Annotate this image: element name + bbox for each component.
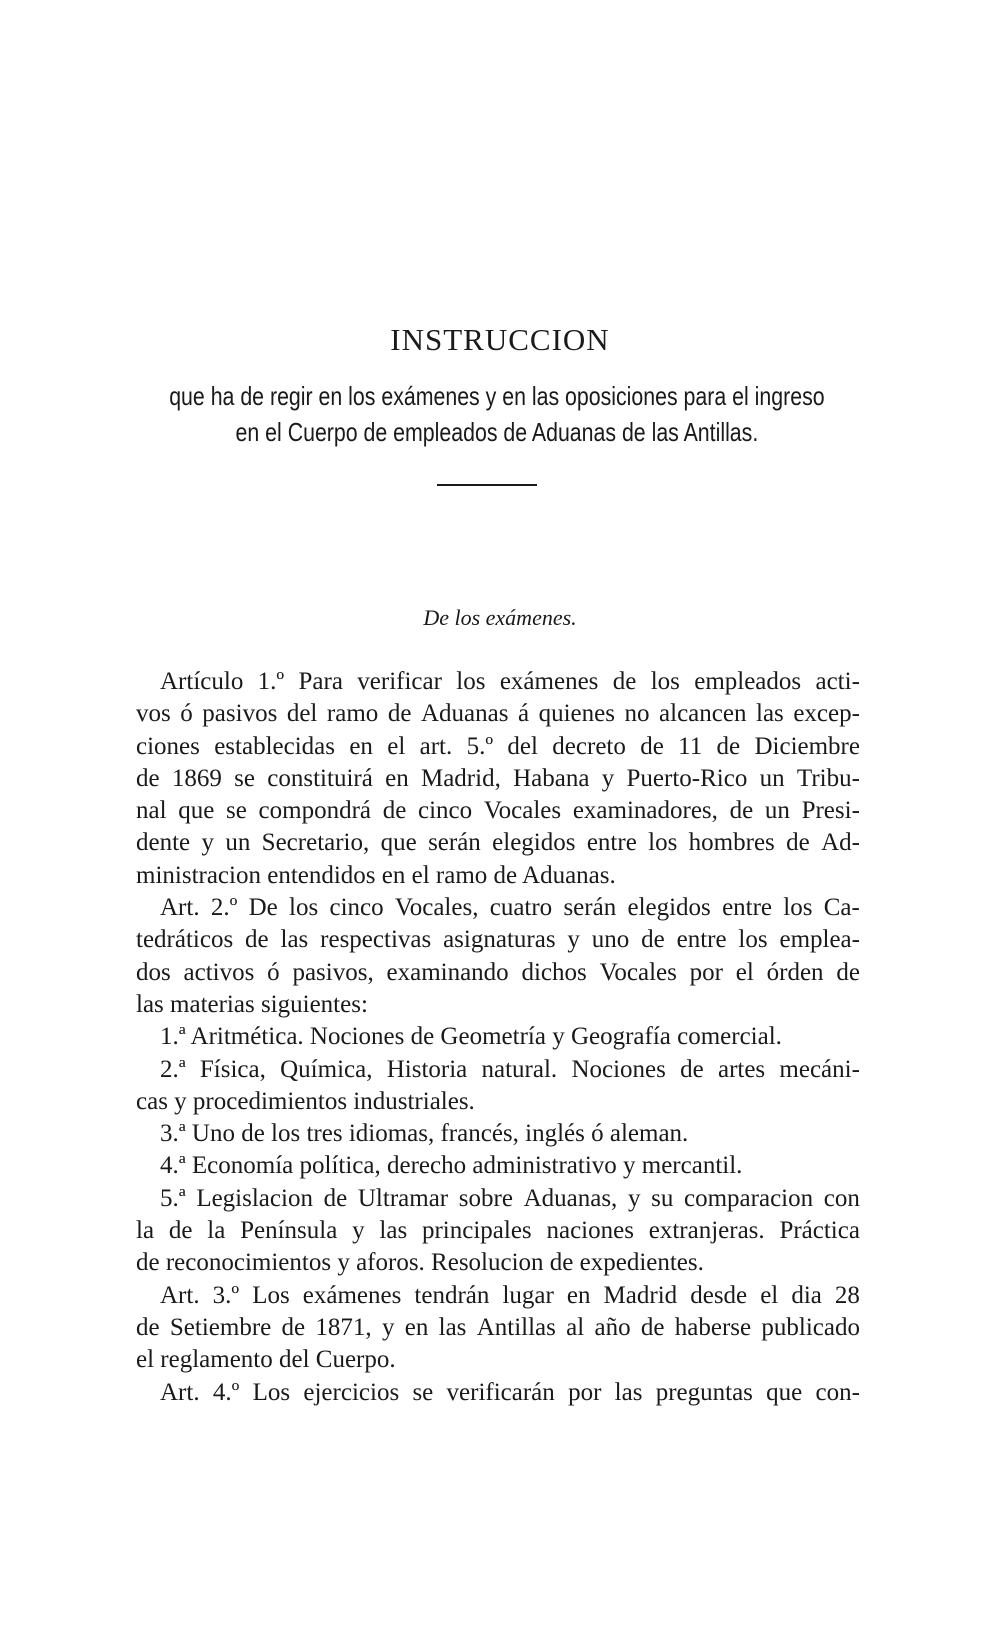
body-line: Art. 4.º Los ejercicios se verificarán por las preguntas que con- xyxy=(160,1378,860,1406)
body-line: 1.ª Aritmética. Nociones de Geometría y Geografía comercial. xyxy=(160,1023,782,1051)
body-line: dente y un Secretario, que serán elegidos entre los hombres de Ad- xyxy=(136,829,860,857)
body-line: de 1869 se constituirá en Madrid, Habana y Puerto-Rico un Tribu- xyxy=(136,764,860,792)
document-title: INSTRUCCION xyxy=(390,322,610,357)
section-heading: De los exámenes. xyxy=(423,605,577,630)
body-line: 5.ª Legislacion de Ultramar sobre Aduanas, y su comparacion con xyxy=(160,1184,860,1212)
body-line: dos activos ó pasivos, examinando dichos Vocales por el órden de xyxy=(136,958,860,986)
body-line: 2.ª Física, Química, Historia natural. Nociones de artes mecáni- xyxy=(160,1055,860,1083)
body-line: de reconocimientos y aforos. Resolucion de expedientes. xyxy=(136,1249,704,1277)
subtitle-line: que ha de regir en los exámenes y en las oposiciones para el ingreso xyxy=(169,381,825,411)
body-line: de Setiembre de 1871, y en las Antillas al año de haberse publicado xyxy=(136,1313,860,1341)
subtitle-line: en el Cuerpo de empleados de Aduanas de las Antillas. xyxy=(235,417,759,447)
body-line: la de la Península y las principales naciones extranjeras. Práctica xyxy=(136,1217,860,1245)
body-line: vos ó pasivos del ramo de Aduanas á quienes no alcancen las excep- xyxy=(136,700,860,728)
body-line: ciones establecidas en el art. 5.º del decreto de 11 de Diciembre xyxy=(136,732,860,760)
body-line: Art. 2.º De los cinco Vocales, cuatro serán elegidos entre los Ca- xyxy=(160,894,860,922)
document-subtitle xyxy=(132,378,862,450)
body-line: Artículo 1.º Para verificar los exámenes de los empleados acti- xyxy=(160,668,860,695)
body-text xyxy=(136,666,860,1409)
body-line: 4.ª Economía política, derecho administrativo y mercantil. xyxy=(160,1152,743,1180)
body-line: Art. 3.º Los exámenes tendrán lugar en Madrid desde el dia 28 xyxy=(160,1281,860,1309)
body-line: ministracion entendidos en el ramo de Aduanas. xyxy=(136,861,616,889)
title-divider xyxy=(437,484,537,486)
body-line: tedráticos de las respectivas asignaturas y uno de entre los emplea- xyxy=(136,926,860,954)
body-line: nal que se compondrá de cinco Vocales examinadores, de un Presi- xyxy=(136,797,860,825)
body-line: 3.ª Uno de los tres idiomas, francés, inglés ó aleman. xyxy=(160,1120,689,1148)
body-line: cas y procedimientos industriales. xyxy=(136,1087,475,1115)
body-line: el reglamento del Cuerpo. xyxy=(136,1346,396,1374)
body-line: las materias siguientes: xyxy=(136,990,368,1018)
